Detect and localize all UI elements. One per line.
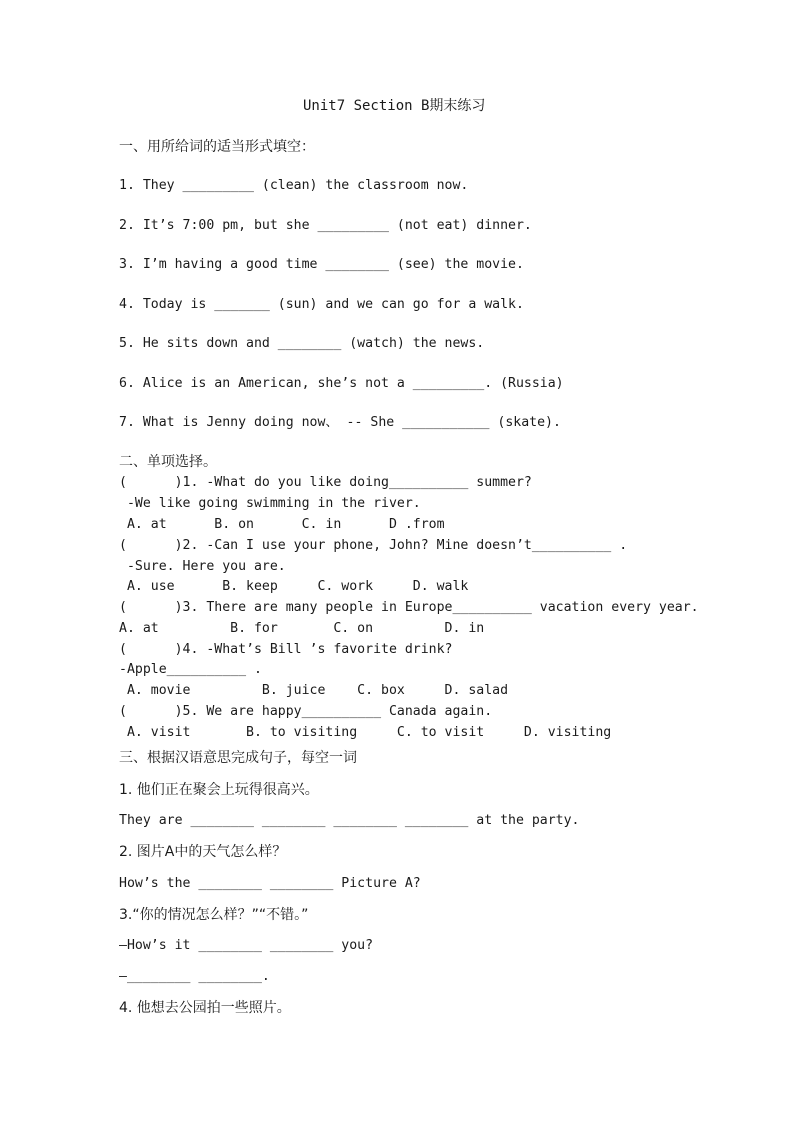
translation-line: —________ ________. bbox=[119, 969, 270, 984]
choice-line: -Apple__________ . bbox=[119, 662, 262, 677]
choice-line: -We like going swimming in the river. bbox=[119, 496, 421, 511]
question-line: 3. I’m having a good time ________ (see) the movie. bbox=[119, 257, 524, 272]
choice-line: ( )2. -Can I use your phone, John? Mine doesn’t__________ . bbox=[119, 538, 628, 553]
choice-line: ( )1. -What do you like doing__________ summer? bbox=[119, 475, 532, 490]
section-heading-multiple-choice: 二、单项选择。 bbox=[119, 454, 217, 470]
choice-line: -Sure. Here you are. bbox=[119, 559, 286, 574]
question-line: 1. They _________ (clean) the classroom now. bbox=[119, 178, 469, 193]
translation-line: 3.“你的情况怎么样？”“不错。” bbox=[119, 907, 309, 923]
translation-line: 1. 他们正在聚会上玩得很高兴。 bbox=[119, 782, 319, 798]
choice-line: ( )3. There are many people in Europe__________ vacation every year. bbox=[119, 600, 699, 615]
question-line: 7. What is Jenny doing now、 -- She ___________ (skate). bbox=[119, 415, 561, 430]
question-line: 5. He sits down and ________ (watch) the news. bbox=[119, 336, 485, 351]
choice-line: A. movie B. juice C. box D. salad bbox=[119, 683, 509, 698]
choice-line: A. at B. on C. in D .from bbox=[119, 517, 445, 532]
question-line: 2. It’s 7:00 pm, but she _________ (not eat) dinner. bbox=[119, 218, 532, 233]
choice-line: ( )4. -What’s Bill ’s favorite drink? bbox=[119, 642, 453, 657]
choice-line: A. use B. keep C. work D. walk bbox=[119, 579, 469, 594]
choice-line: ( )5. We are happy__________ Canada again. bbox=[119, 704, 493, 719]
translation-line: How’s the ________ ________ Picture A? bbox=[119, 876, 421, 891]
question-line: 6. Alice is an American, she’s not a _________. (Russia) bbox=[119, 376, 564, 391]
section-heading-translation: 三、根据汉语意思完成句子，每空一词 bbox=[119, 750, 357, 766]
page-title: Unit7 Section B期末练习 bbox=[303, 98, 486, 114]
translation-line: 2. 图片A中的天气怎么样？ bbox=[119, 844, 287, 860]
section-heading-fill-in: 一、用所给词的适当形式填空： bbox=[119, 139, 315, 155]
translation-line: —How’s it ________ ________ you? bbox=[119, 938, 374, 953]
translation-line: They are ________ ________ ________ ________ at the party. bbox=[119, 813, 580, 828]
question-line: 4. Today is _______ (sun) and we can go for a walk. bbox=[119, 297, 524, 312]
translation-line: 4. 他想去公园拍一些照片。 bbox=[119, 1000, 291, 1016]
choice-line: A. visit B. to visiting C. to visit D. visiting bbox=[119, 725, 612, 740]
choice-line: A. at B. for C. on D. in bbox=[119, 621, 485, 636]
